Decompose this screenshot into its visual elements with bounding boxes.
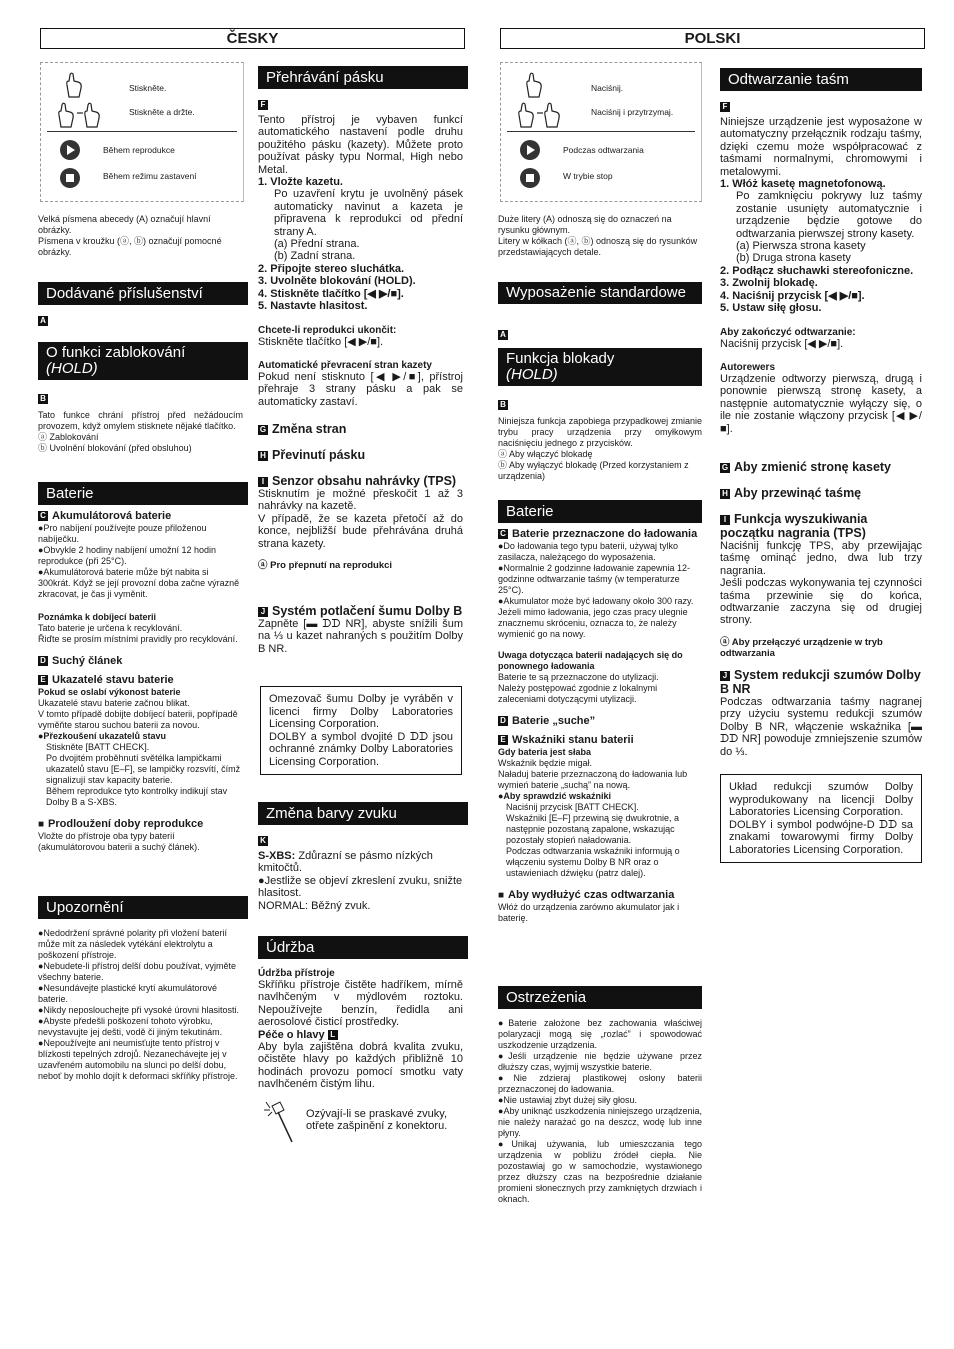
hold-text-cz: Tato funkce chrání přístroj před nežádoucím provozem, když omylem stisknete nějaké tlačítko.	[38, 410, 243, 431]
list-item: ●Obvykle 2 hodiny nabíjení umožní 12 hodin reprodukce (při 25°C).	[38, 545, 217, 566]
step-2-pl: 2. Podłącz słuchawki stereofoniczne.	[720, 264, 914, 277]
fig-label-g: G	[721, 462, 729, 472]
step-5-cz: 5. Nastavte hlasitost.	[258, 300, 368, 313]
list-item: ●Nepoužívejte ani neumisťujte tento přístroj v blízkosti tepelných zdrojů. Nezanechávejte jej v uzavřeném automobilu na slunci po delší dobu, neboť by mohlo dojít k deformaci skříňky přístroje.	[38, 1038, 238, 1081]
fig-label-l: L	[328, 1030, 338, 1040]
playback-intro-cz: Tento přístroj je vybaven funkcí automatického nastavení podle druhu použitého pásku (kazety). Můžete proto používat pásky typu Normal, High nebo Metal.	[258, 114, 463, 176]
header-cesky: ČESKY	[40, 28, 465, 49]
dolby-text-cz: Zapněte [▬ ᗪᗪ NR], abyste snížili šum na ⅓ u kazet nahraných s použitím Dolby B NR.	[258, 618, 463, 655]
hold-title-cz: O funkci zablokování	[46, 344, 186, 361]
stop-text-pl: Naciśnij przycisk [◀ ▶/■].	[720, 337, 844, 350]
list-item: ●Normalnie 2 godzinne ładowanie zapewnia 12-godzinne odtwarzanie taśmy (w temperaturze 25°C).	[498, 563, 691, 595]
section-playback-cz: Přehrávání pásku	[258, 66, 468, 89]
section-battery-cz: Baterie	[38, 482, 248, 505]
list-item: ●Abyste předešli poškození tohoto výrobku, nevystavujte jej dešti, vodě či jiným tekutinám.	[38, 1016, 223, 1037]
section-caution-cz: Upozornění	[38, 896, 248, 919]
side-change-title-cz: Změna stran	[272, 422, 347, 436]
fig-label-e: E	[498, 735, 508, 745]
acc-battery-title-pl: Baterie przeznaczone do ładowania	[512, 528, 698, 540]
list-item: ●Pro nabíjení používejte pouze přiloženou nabíječku.	[38, 523, 207, 544]
section-maintenance-cz: Údržba	[258, 936, 468, 959]
indicator-check-pl: ●Aby sprawdzić wskaźniki	[498, 791, 611, 801]
list-item: ●Nikdy neposlouchejte při vysoké úrovni hlasitosti.	[38, 1005, 240, 1015]
section-caution-pl: Ostrzeżenia	[498, 986, 702, 1009]
indicator-title-cz: Ukazatelé stavu baterie	[52, 674, 174, 686]
maintenance-sub-cz: Údržba přístroje	[258, 968, 335, 979]
step-4-pl: 4. Naciśnij przycisk [◀ ▶/■].	[720, 289, 865, 302]
section-hold-cz	[38, 342, 248, 380]
hold-b-cz: ⓑ Uvolnění blokování (před obsluhou)	[38, 443, 192, 453]
legend-press-label: Naciśnij.	[591, 83, 624, 93]
list-item: ●Akumulátorová baterie může být nabita si 300krát. Když se její provozní doba začne výrazně zkracovat, je čas ji vyměnit.	[38, 567, 240, 599]
step-3-cz: 3. Uvolněte blokování (HOLD).	[258, 275, 416, 288]
legend-press-hold-label: Stiskněte a držte.	[129, 107, 195, 117]
dolby-title-cz: Systém potlačení šumu Dolby B	[272, 604, 463, 618]
list-item: ●Aby uniknąć uszkodzenia niniejszego urządzenia, nie należy narażać go na deszcz, wodę lub inne płyny.	[498, 1106, 702, 1138]
maintenance-text-cz: Skříňku přístroje čistěte hadříkem, mírně navlhčeným v mýdlovém roztoku. Nepoužívejte benzín, ředidla ani aerosolové čisticí prostředky.	[258, 979, 463, 1029]
hold-b-pl: ⓑ Aby wyłączyć blokadę (Przed korzystaniem z urządzenia)	[498, 460, 689, 481]
dolby-text-pl: Podczas odtwarzania taśmy nagranej przy użyciu systemu redukcji szumów Dolby B NR, włączenie wskaźnika [▬ ᗪᗪ NR] powoduje zmniejszenie szumów do ⅓.	[720, 696, 922, 758]
indicator-text2-cz: Stiskněte [BATT CHECK]. Po dvojitém proběhnutí světélka lampičkami ukazatelů stavu [E–F], se lampičky rozsvítí, čímž signalizují stav kapacity baterie. Během reprodukce tyto kontrolky indikují stav Dolby B a S-XBS.	[46, 742, 241, 807]
hold-a-cz: ⓐ Zablokování	[38, 432, 99, 442]
fig-label-a: A	[38, 316, 48, 326]
step-5-pl: 5. Ustaw siłę głosu.	[720, 302, 822, 315]
tps-text-cz: Stisknutím je možné přeskočit 1 až 3 nahrávky na kazetě. V případě, že se kazeta přetočí až do konce, nejbližší bude přehrávána druhá strana kazety.	[258, 488, 463, 550]
list-item: ●Nie zdzieraj plastikowej osłony baterii przeznaczonej do ładowania.	[498, 1073, 702, 1094]
step-4-cz: 4. Stiskněte tlačítko [◀ ▶/■].	[258, 287, 404, 300]
accessories-title-pl: Wyposażenie standardowe	[506, 284, 686, 301]
legend-press-hold-label: Naciśnij i przytrzymaj.	[591, 107, 674, 117]
legend-press-label: Stiskněte.	[129, 83, 167, 93]
extend-text-cz: Vložte do přístroje oba typy baterií (akumulátorovou baterii a suchý článek).	[38, 831, 200, 852]
rechargeable-note-text-pl: Baterie te są przeznaczone do utylizacji. Należy postępować zgodnie z lokalnymi zaleceniami dotyczącymi utylizacji.	[498, 672, 659, 704]
fig-label-f: F	[258, 100, 268, 110]
symbol-legend-cz	[40, 62, 244, 202]
indicator-check-cz: ●Přezkoušení ukazatelů stavu	[38, 731, 166, 741]
indicator-title-pl: Wskaźniki stanu baterii	[512, 734, 634, 746]
rechargeable-note-title-pl: Uwaga dotycząca baterii nadających się do ponownego ładowania	[498, 650, 683, 671]
dolby-license-notice-cz: Omezovač šumu Dolby je vyráběn v licenci firmy Dolby Laboratories Licensing Corporation. DOLBY a symbol dvojité D ᗪᗪ jsou ochranné známky Dolby Laboratories Licensing Corporation.	[260, 686, 462, 775]
hold-text-pl: Niniejsza funkcja zapobiega przypadkowej zmianie trybu pracy urządzenia przy omyłkowym naciśnięciu jednego z przycisków.	[498, 416, 702, 448]
section-accessories-cz: Dodávané příslušenství	[38, 282, 248, 305]
list-item: ●Unikaj używania, lub umieszczania tego urządzenia w pobliżu źródeł ciepła. Nie pozostawiaj go w samochodzie, wystawionego przez dłuższy czas na bezpośrednie działanie promieni słonecznych przy zamkniętych drzwiach i oknach.	[498, 1139, 702, 1204]
side-change-title-pl: Aby zmienić stronę kasety	[734, 460, 892, 474]
fig-label-h: H	[258, 451, 268, 461]
acc-battery-title-cz: Akumulátorová baterie	[52, 510, 172, 522]
indicator-weak-pl: Gdy bateria jest słaba	[498, 747, 592, 757]
hold-a-pl: ⓐ Aby włączyć blokadę	[498, 449, 593, 459]
symbol-legend-pl	[500, 62, 702, 202]
fig-label-b: B	[498, 400, 508, 410]
auto-reverse-text-pl: Urządzenie odtworzy pierwszą, drugą i ponownie pierwszą stronę kasety, a następnie automatycznie wyłączy się, o ile nie zostanie włączony przycisk [◀ ▶/■].	[720, 372, 922, 435]
dolby-title-pl: System redukcji szumów Dolby B NR	[720, 668, 921, 696]
dolby-license-notice-pl: Układ redukcji szumów Dolby wyprodukowany na licencji Dolby Laboratories Licensing Corporation. DOLBY i symbol podwójne-D ᗪᗪ sa znakami towarowymi firmy Dolby Laboratories Licensing Corporation.	[720, 774, 922, 863]
tps-switch-cz: ⓐ Pro přepnutí na reprodukci	[258, 560, 393, 572]
fast-wind-title-cz: Převinutí pásku	[272, 448, 366, 462]
legend-during-stop: W trybie stop	[563, 171, 613, 181]
step-2-cz: 2. Připojte stereo sluchátka.	[258, 262, 405, 275]
stop-title-pl: Aby zakończyć odtwarzanie:	[720, 326, 856, 338]
list-item: ●Nesundávejte plastické krytí akumulátorové baterie.	[38, 983, 218, 1004]
caution-list-cz	[38, 928, 243, 1082]
fig-label-j: J	[258, 607, 268, 617]
indicator-text1-pl: Wskaźnik będzie migał. Naładuj baterie przeznaczoną do ładowania lub wymień baterie „suchą” na nową.	[498, 758, 688, 790]
list-item: ●Nebudete-li přístroj delší dobu používat, vyjměte všechny baterie.	[38, 961, 237, 982]
step-1-b-cz: (b) Zadní strana.	[274, 250, 356, 263]
legend-note-cz: Velká písmena abecedy (A) označují hlavní obrázky. Písmena v kroužku (ⓐ, ⓑ) označují pomocné obrázky.	[38, 214, 222, 257]
hold-title-italic-pl: (HOLD)	[506, 366, 558, 383]
fig-label-h: H	[720, 489, 730, 499]
section-sound-cz: Změna barvy zvuku	[258, 802, 468, 825]
tps-title-pl: Funkcja wyszukiwania początku nagrania (TPS)	[720, 512, 868, 540]
list-item: ●Nie ustawiaj zbyt dużej siły głosu.	[498, 1095, 637, 1105]
hand-press-icon	[61, 71, 87, 99]
play-mode-icon	[59, 139, 81, 161]
dry-cell-title-cz: Suchý článek	[52, 655, 123, 667]
step-1-text-pl: Po zamknięciu pokrywy luz taśmy zostanie usunięty automatycznie i urządzenie będzie gotowe do odtwarzania pierwszej strony kasety.	[736, 190, 922, 240]
fig-label-d: D	[498, 716, 508, 726]
step-1-pl: 1. Włóż kasetę magnetofonową.	[720, 178, 886, 191]
indicator-weak-cz: Pokud se oslabí výkonost baterie	[38, 687, 181, 697]
list-item: ●Baterie założone bez zachowania właściwej polaryzacji mogą się „rozlać” i spowodować uszkodzenie urządzenia.	[498, 1018, 702, 1050]
extend-title-pl: Aby wydłużyć czas odtwarzania	[508, 889, 675, 901]
fig-label-i: I	[720, 515, 730, 525]
fig-label-e: E	[38, 675, 48, 685]
fig-label-j: J	[720, 671, 730, 681]
fast-wind-title-pl: Aby przewinąć taśmę	[734, 486, 862, 500]
tps-title-cz: Senzor obsahu nahrávky (TPS)	[272, 474, 457, 488]
sxbs-text-cz: Zdůrazní se pásmo nízkých kmitočtů.	[258, 850, 433, 875]
legend-during-play: Podczas odtwarzania	[563, 145, 644, 155]
fig-label-a: A	[498, 330, 508, 340]
section-hold-pl	[498, 348, 702, 386]
step-1-b-pl: (b) Druga strona kasety	[736, 252, 851, 265]
hand-press-hold-icon	[513, 99, 571, 129]
legend-during-play: Během reprodukce	[103, 145, 175, 155]
fig-label-c: C	[38, 511, 48, 521]
sxbs-label-cz: S-XBS:	[258, 850, 296, 862]
tps-text-pl: Naciśnij funkcję TPS, aby przewijając taśmę ominąć jedno, dwa lub trzy nagrania. Jeśli podczas wykonywania tej czynności taśma przewinie się do końca, odtwarzanie zaczyna się od drugiej strony.	[720, 540, 922, 627]
section-accessories-pl	[498, 282, 702, 304]
play-mode-icon	[519, 139, 541, 161]
hold-title-pl: Funkcja blokady	[506, 350, 615, 367]
stop-title-cz: Chcete-li reprodukci ukončit:	[258, 324, 397, 336]
indicator-text2-pl: Naciśnij przycisk [BATT CHECK]. Wskaźniki [E–F] przewiną się dwukrotnie, a następnie pozostaną zapalone, wskazując pozostały stopień naładowania. Podczas odtwarzania wskaźniki informują o włączeniu systemu Dolby B NR oraz o ustawieniach dźwięku (patrz dalej).	[506, 802, 680, 878]
list-item: ●Akumulator może być ładowany około 300 razy. Jeżeli mimo ładowania, jego czas pracy ulegnie znacznemu skróceniu, oznacza to, że należy wymienić go na nowy.	[498, 596, 694, 639]
acc-battery-list-pl	[498, 541, 702, 640]
step-1-text-cz: Po uzavření krytu je uvolněný pásek automaticky navinut a kazeta je připravena k reprodukci od přední strany A.	[274, 188, 463, 238]
legend-note-pl: Duże litery (A) odnoszą się do oznaczeń na rysunku głównym. Litery w kółkach (ⓐ, ⓑ) odnoszą się do rysunków przedstawiających detale.	[498, 214, 698, 257]
extend-title-cz: Prodloužení doby reprodukce	[48, 818, 204, 830]
head-care-text-cz: Aby byla zajištěna dobrá kvalita zvuku, očistěte hlavy po každých přibližně 10 hodinách provozu pomocí smotku vaty navlhčeném čistým lihu.	[258, 1041, 463, 1091]
tps-switch-pl: ⓐ Aby przełączyć urządzenie w tryb odtwarzania	[720, 636, 883, 659]
list-item: ●Jeśli urządzenie nie będzie używane przez dłuższy czas, wyjmij wszystkie baterie.	[498, 1051, 702, 1072]
fig-label-b: B	[38, 394, 48, 404]
rechargeable-note-title-cz: Poznámka k dobíjecí baterii	[38, 612, 157, 622]
playback-intro-pl: Niniejsze urządzenie jest wyposażone w automatyczny przełącznik rodzaju taśmy, dzięki czemu może współpracować z taśmami normalnymi, chromowymi i metalowymi.	[720, 116, 922, 178]
fig-label-g: G	[259, 424, 267, 434]
fig-label-f: F	[720, 102, 730, 112]
caution-list-pl	[498, 1018, 702, 1205]
section-playback-pl: Odtwarzanie taśm	[720, 68, 922, 91]
hold-title-italic-cz: (HOLD)	[46, 360, 98, 377]
list-item: ●Do ładowania tego typu baterii, używaj tylko zasilacza, należącego do wyposażenia.	[498, 541, 679, 562]
fig-label-k: K	[258, 836, 268, 846]
plug-icon	[262, 1098, 302, 1148]
legend-during-stop: Během režimu zastavení	[103, 171, 197, 181]
normal-cz: NORMAL: Běžný zvuk.	[258, 899, 371, 912]
fig-label-d: D	[38, 656, 48, 666]
hand-press-icon	[521, 71, 547, 99]
rechargeable-note-text-cz: Tato baterie je určena k recyklování. Řiďte se prosím místními pravidly pro recyklování.	[38, 623, 238, 644]
fig-label-c: C	[498, 529, 508, 539]
fig-label-i: I	[258, 477, 268, 487]
stop-mode-icon	[59, 167, 81, 189]
step-1-cz: 1. Vložte kazetu.	[258, 176, 343, 189]
stop-mode-icon	[519, 167, 541, 189]
stop-text-cz: Stiskněte tlačítko [◀ ▶/■].	[258, 335, 384, 348]
sxbs-note-cz: ●Jestliže se objeví zkreslení zvuku, snižte hlasitost.	[258, 874, 463, 900]
auto-reverse-title-pl: Autorewers	[720, 361, 776, 373]
header-polski: POLSKI	[500, 28, 925, 49]
head-care-title-cz: Péče o hlavy	[258, 1028, 325, 1041]
extend-text-pl: Włóż do urządzenia zarówno akumulator jak i baterię.	[498, 902, 680, 923]
list-item: ●Nedodržení správné polarity při vložení baterií může mít za následek vytékání elektrolytu a poškození přístroje.	[38, 928, 228, 960]
hand-press-hold-icon	[53, 99, 111, 129]
step-1-a-pl: (a) Pierwsza strona kasety	[736, 240, 866, 253]
step-3-pl: 3. Zwolnij blokadę.	[720, 277, 818, 290]
acc-battery-list-cz	[38, 523, 243, 600]
dry-cell-title-pl: Baterie „suche”	[512, 715, 596, 727]
step-1-a-cz: (a) Přední strana.	[274, 238, 360, 251]
indicator-text1-cz: Ukazatelé stavu baterie začnou blikat. V tomto případě dobijte dobíjecí baterii, popřípadě vyměňte starou suchou baterii za novou.	[38, 698, 238, 730]
auto-reverse-title-cz: Automatické převracení stran kazety	[258, 359, 432, 371]
plug-note-cz: Ozývají-li se praskavé zvuky, otřete zašpinění z konektoru.	[306, 1108, 448, 1133]
auto-reverse-text-cz: Pokud není stisknuto [◀ ▶/■], přístroj přehraje 3 strany pásku a pak se automaticky zastaví.	[258, 370, 463, 408]
section-battery-pl: Baterie	[498, 500, 702, 523]
